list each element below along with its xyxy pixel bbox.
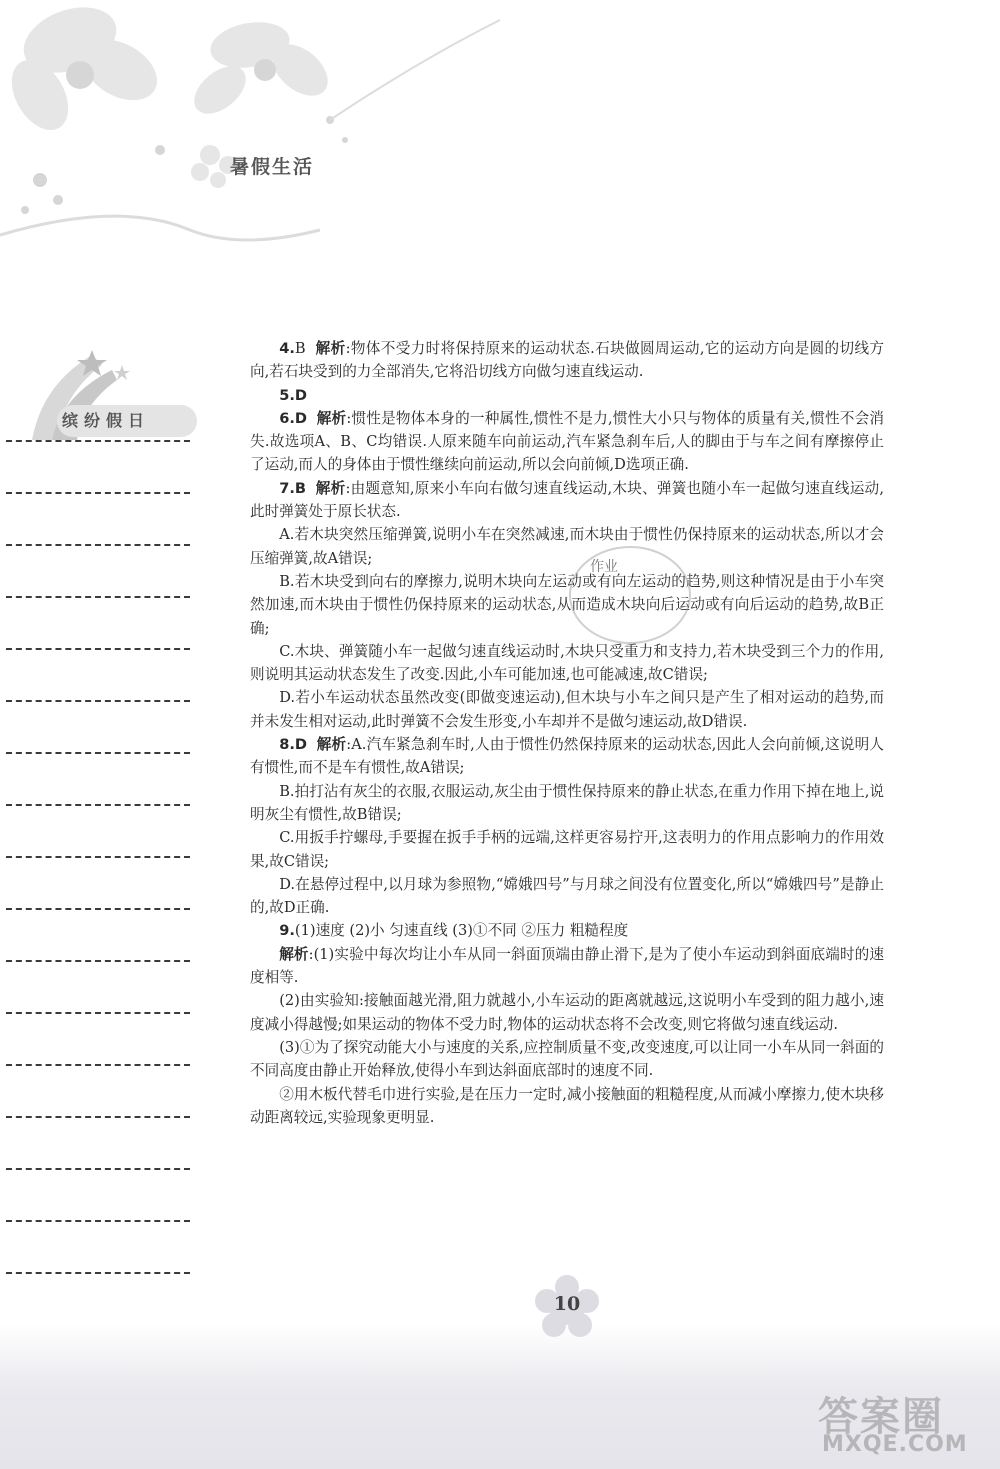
analysis-text: :物体不受力时将保持原来的运动状态.石块做圆周运动,它的运动方向是圆的切线方向,若石块受到的力全部消失,它将沿切线方向做匀速直线运动. xyxy=(250,340,884,381)
note-line xyxy=(6,492,190,494)
note-line xyxy=(6,648,190,650)
question-number: 8.D xyxy=(279,736,307,754)
note-line xyxy=(6,544,190,546)
answer-q4 xyxy=(250,337,884,384)
analysis-label: 解析 xyxy=(315,340,346,357)
watermark-stamp-icon xyxy=(565,540,695,650)
answer-q9-3a: (3)①为了探究动能大小与速度的关系,应控制质量不变,改变速度,可以让同一小车从同一斜面的不同高度由静止开始释放,使得小车到达斜面底部时的速度不同. xyxy=(250,1038,884,1080)
note-line xyxy=(6,596,190,598)
answer-q8 xyxy=(250,733,884,780)
answer-q9-analysis xyxy=(250,943,884,990)
answer-q8-d: D.在悬停过程中,以月球为参照物,“嫦娥四号”与月球之间没有位置变化,所以“嫦娥四号”是静止的,故D正确. xyxy=(250,875,884,917)
answer-q7-a: A.若木块突然压缩弹簧,说明小车在突然减速,而木块由于惯性仍保持原来的运动状态,所以才会压缩弹簧,故A错误; xyxy=(250,526,884,567)
watermark-stamp-text: 作业 xyxy=(590,559,618,575)
answer-q9-2: (2)由实验知:接触面越光滑,阻力就越小,小车运动的距离就越远,这说明小车受到的阻力越小,速度减小得越慢;如果运动的物体不受力时,物体的运动状态将不会改变,则它将做匀速直线运动. xyxy=(250,992,884,1033)
page-number: 10 xyxy=(553,1293,581,1315)
question-number: 9. xyxy=(279,922,295,940)
answer-fill: (1)速度 (2)小 匀速直线 (3)①不同 ②压力 粗糙程度 xyxy=(294,922,629,940)
analysis-text: :(1)实验中每次均让小车从同一斜面顶端由静止滑下,是为了使小车运动到斜面底端时的速度相等. xyxy=(250,945,884,987)
note-line xyxy=(6,440,190,442)
analysis-label: 解析 xyxy=(279,945,309,963)
badge-label: 缤纷假日 xyxy=(62,411,151,430)
watermark-logo: 答案圈 xyxy=(818,1394,944,1440)
question-number: 5.D xyxy=(279,386,307,404)
note-line xyxy=(6,1220,190,1222)
answer-choice: B xyxy=(294,340,306,357)
analysis-text: :由题意知,原来小车向右做匀速直线运动,木块、弹簧也随小车一起做匀速直线运动,此时弹簧处于原长状态. xyxy=(250,479,884,521)
answer-q9 xyxy=(250,919,884,942)
answer-q8-b: B.拍打沾有灰尘的衣服,衣服运动,灰尘由于惯性保持原来的静止状态,在重力作用下掉在地上,说明灰尘有惯性,故B错误; xyxy=(250,782,884,823)
note-line xyxy=(6,856,190,858)
answer-q8-c: C.用扳手拧螺母,手要握在扳手手柄的远端,这样更容易拧开,这表明力的作用点影响力的作用效果,故C错误; xyxy=(250,829,884,870)
answer-q7-b: B.若木块受到向右的摩擦力,说明木块向左运动或有向左运动的趋势,则这种情况是由于小车突然加速,而木块由于惯性仍保持原来的运动状态,从而造成木块向后运动或有向后运动的趋势,故B正确; xyxy=(250,572,884,637)
analysis-text: :惯性是物体本身的一种属性,惯性不是力,惯性大小只与物体的质量有关,惯性不会消失.故选项A、B、C均错误.人原来随车向前运动,汽车紧急刹车后,人的脚由于与车之间有摩擦停止了运动,而人的身体由于惯性继续向前运动,所以会向前倾,D选项正确. xyxy=(250,409,884,474)
question-number: 7.B xyxy=(279,479,307,497)
analysis-label: 解析 xyxy=(316,409,347,427)
answer-q5 xyxy=(250,384,884,407)
answer-q7 xyxy=(250,477,884,524)
answer-q9-3b: ②用木板代替毛巾进行实验,是在压力一定时,减小接触面的粗糙程度,从而减小摩擦力,使木块移动距离较远,实验现象更明显. xyxy=(250,1085,884,1126)
page-number-badge xyxy=(535,1275,599,1339)
question-number: 4. xyxy=(279,340,295,357)
note-line xyxy=(6,1116,190,1118)
note-line xyxy=(6,752,190,754)
note-line xyxy=(6,1012,190,1014)
analysis-label: 解析 xyxy=(316,736,347,754)
answer-q7-c: C.木块、弹簧随小车一起做匀速直线运动时,木块只受重力和支持力,若木块受到三个力的作用,则说明其运动状态发生了改变.因此,小车可能加速,也可能减速,故C错误; xyxy=(250,642,884,684)
note-line xyxy=(6,1168,190,1170)
note-line xyxy=(6,700,190,702)
analysis-text: :A.汽车紧急刹车时,人由于惯性仍然保持原来的运动状态,因此人会向前倾,这说明人有惯性,而不是车有惯性,故A错误; xyxy=(250,736,884,777)
answer-q6 xyxy=(250,407,884,477)
answer-q7-d: D.若小车运动状态虽然改变(即做变速运动),但木块与小车之间只是产生了相对运动的趋势,而并未发生相对运动,此时弹簧不会发生形变,小车却并不是做匀速运动,故D错误. xyxy=(250,689,884,730)
note-line xyxy=(6,1272,190,1274)
note-line xyxy=(6,908,190,910)
note-line xyxy=(6,1064,190,1066)
question-number: 6.D xyxy=(279,409,307,427)
watermark-url: MXQE.COM xyxy=(822,1432,968,1457)
note-line xyxy=(6,804,190,806)
floral-decoration xyxy=(0,0,520,260)
section-title: 暑假生活 xyxy=(230,156,315,178)
answer-content xyxy=(250,337,884,1129)
note-line xyxy=(6,960,190,962)
analysis-label: 解析 xyxy=(315,479,346,497)
